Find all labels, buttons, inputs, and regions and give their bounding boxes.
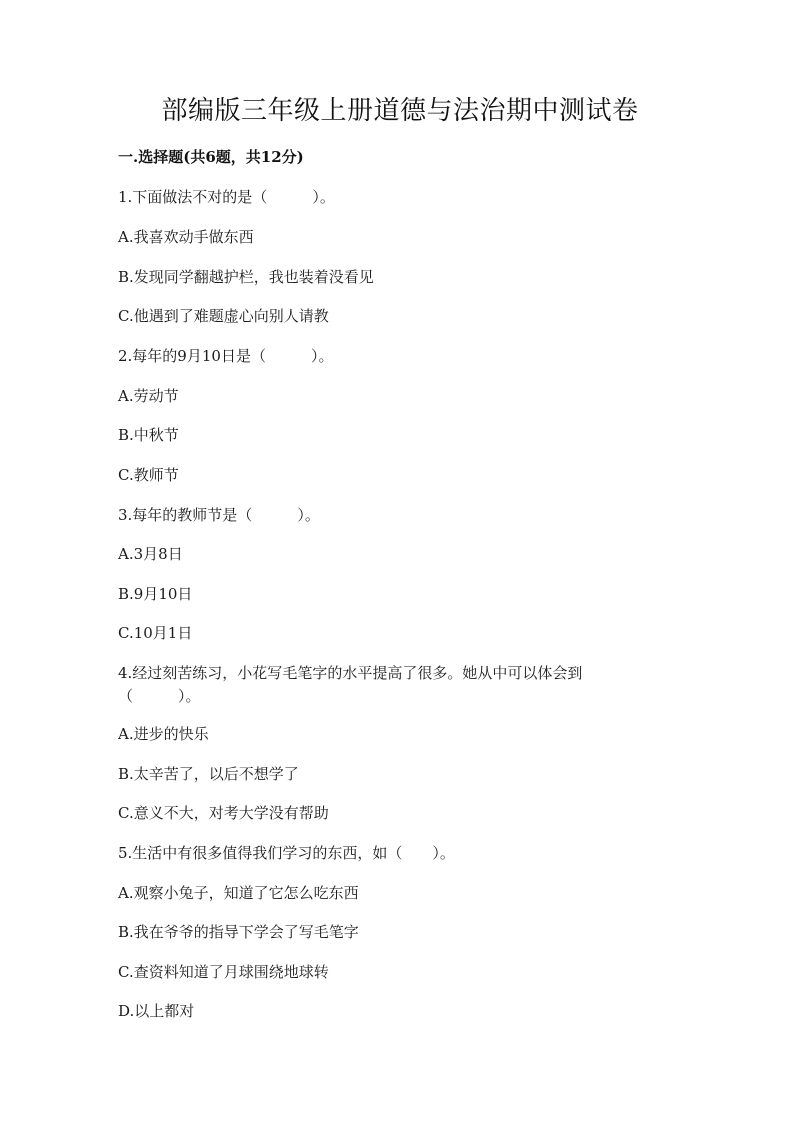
question-5-stem: 5.生活中有很多值得我们学习的东西，如（ ）。 (118, 844, 455, 862)
exam-title: 部编版三年级上册道德与法治期中测试卷 (161, 96, 639, 126)
question-4-stem: 4.经过刻苦练习，小花写毛笔字的水平提高了很多。她从中可以体会到 (118, 664, 583, 682)
question-1-option-b: B.发现同学翻越护栏，我也装着没看见 (118, 268, 374, 286)
question-2-option-b: B.中秋节 (118, 426, 179, 444)
question-3-option-a: A.3月8日 (118, 545, 183, 563)
question-5-option-d: D.以上都对 (118, 1002, 195, 1020)
question-5-option-a: A.观察小兔子，知道了它怎么吃东西 (118, 884, 359, 902)
question-5-option-b: B.我在爷爷的指导下学会了写毛笔字 (118, 923, 359, 941)
question-3-stem: 3.每年的教师节是（ ）。 (118, 506, 320, 524)
question-3-option-c: C.10月1日 (118, 624, 193, 642)
question-4-option-a: A.进步的快乐 (118, 725, 209, 743)
question-1-option-a: A.我喜欢动手做东西 (118, 228, 254, 246)
question-1-stem: 1.下面做法不对的是（ ）。 (118, 188, 335, 206)
question-3-option-b: B.9月10日 (118, 585, 193, 603)
question-4-option-c: C.意义不大，对考大学没有帮助 (118, 804, 329, 822)
question-4-option-b: B.太辛苦了，以后不想学了 (118, 765, 299, 783)
question-2-stem: 2.每年的9月10日是（ ）。 (118, 347, 334, 365)
question-2-option-a: A.劳动节 (118, 387, 179, 405)
question-4-stem-continuation: （ ）。 (118, 687, 201, 705)
question-5-option-c: C.查资料知道了月球围绕地球转 (118, 963, 329, 981)
question-1-option-c: C.他遇到了难题虚心向别人请教 (118, 307, 329, 325)
section-heading: 一.选择题(共6题，共12分) (118, 148, 304, 166)
question-2-option-c: C.教师节 (118, 466, 179, 484)
